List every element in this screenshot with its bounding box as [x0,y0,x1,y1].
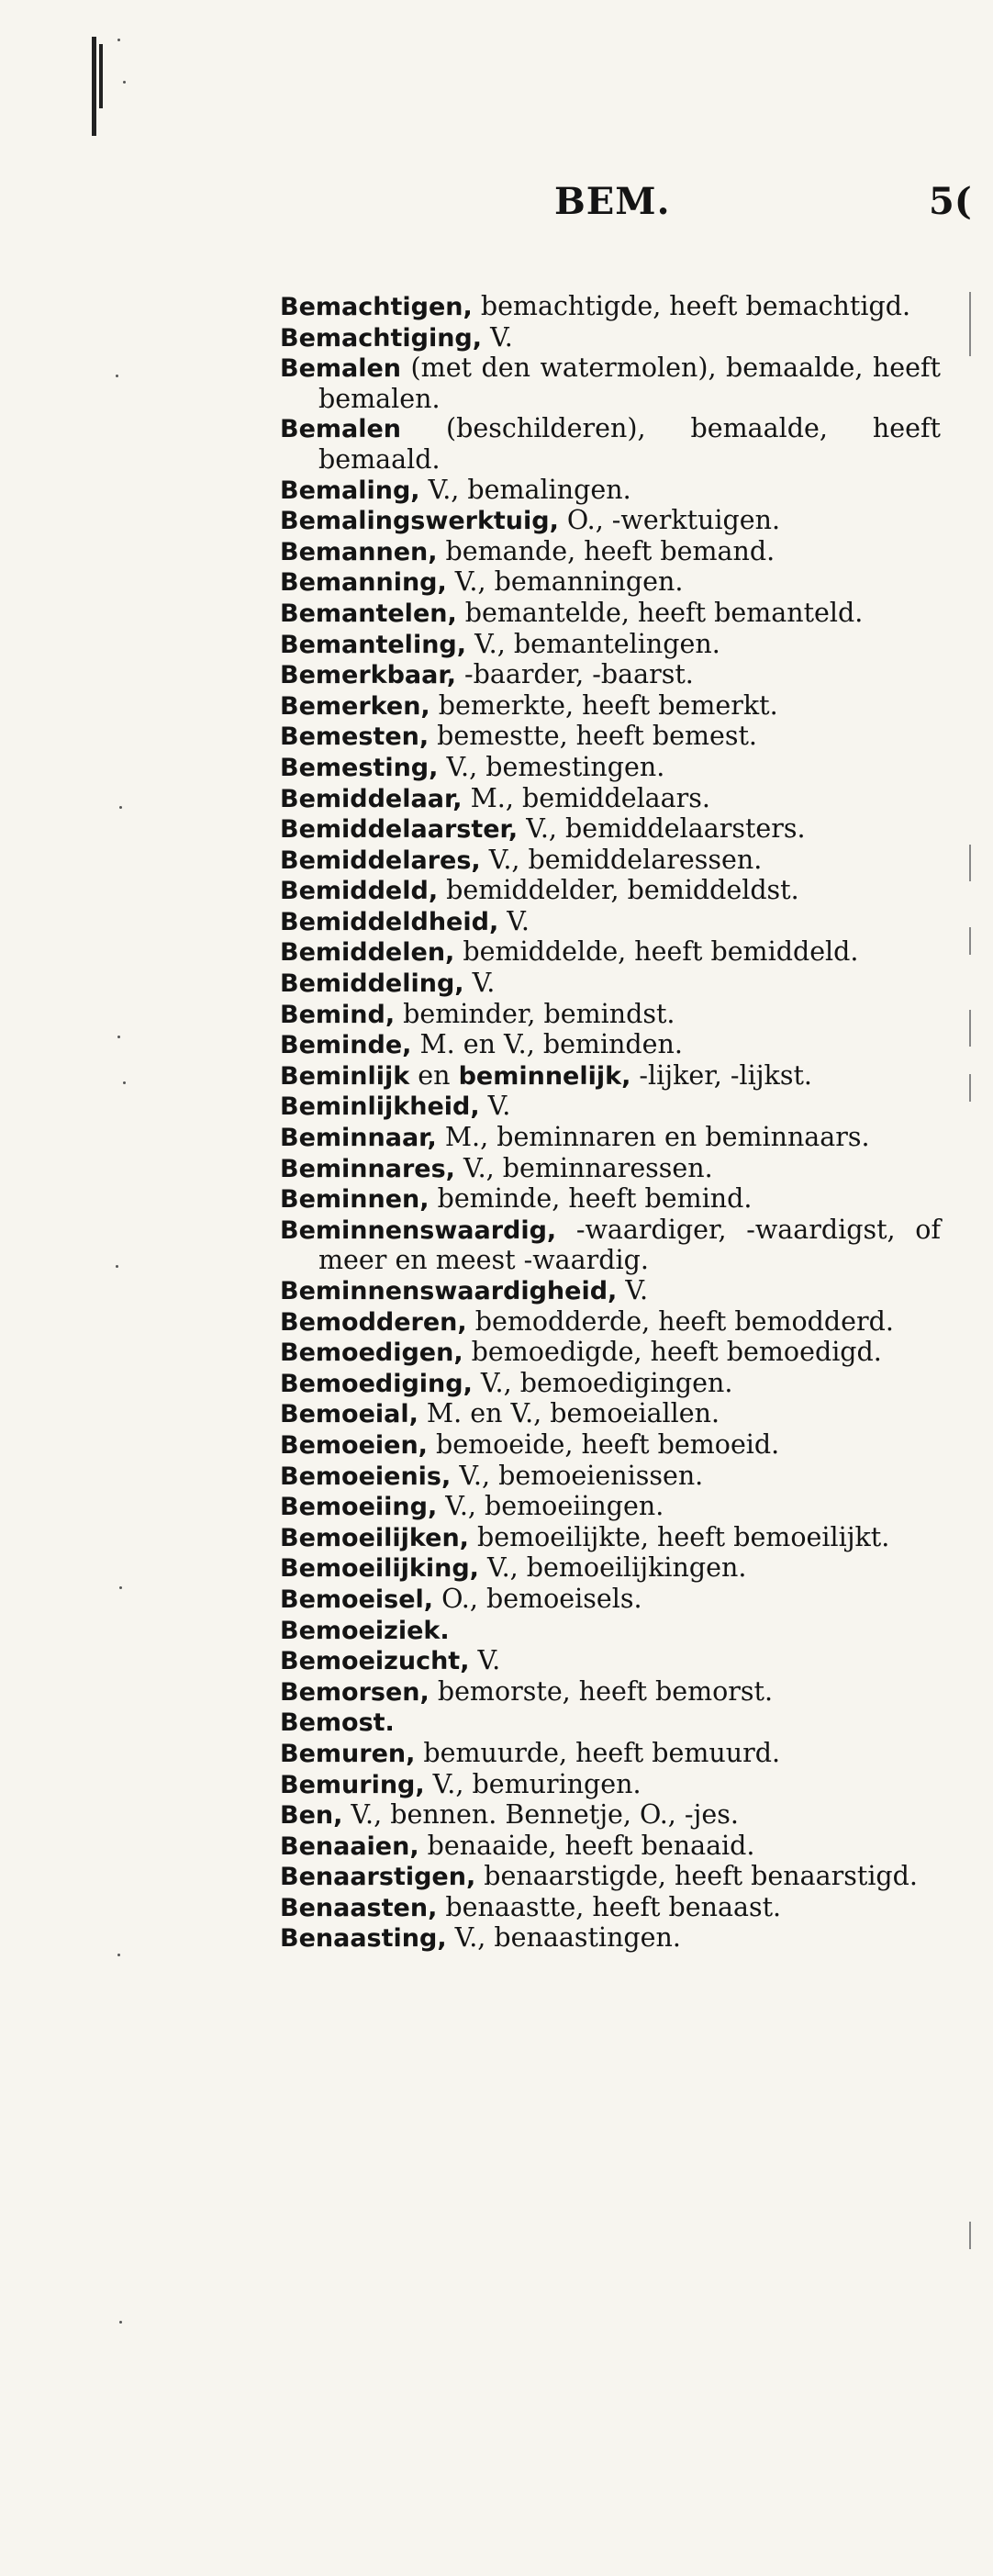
entry-headword: Bemoeienis, [280,1462,452,1491]
dictionary-entry [280,1154,941,1185]
dictionary-entry [280,1123,941,1154]
dictionary-entry [280,476,941,507]
entry-headword: Bemoeiziek. [280,1616,450,1645]
entry-definition: V., bemoeienissen. [451,1460,704,1491]
dictionary-entry [280,907,941,938]
entry-definition: M. en V., bemoeiallen. [418,1398,720,1429]
dictionary-entry [280,506,941,537]
entry-definition: M. en V., beminden. [411,1029,683,1060]
margin-rule [969,845,971,881]
margin-rule [969,2222,971,2249]
entry-definition: V., bemoedigingen. [472,1367,733,1398]
entry-definition: bemiddelder, bemiddeldst. [438,875,799,906]
entry-definition: bemerkte, heeft bemerkt. [430,689,778,721]
dictionary-entry [280,722,941,753]
entry-definition: bemorste, heeft bemorst. [429,1675,774,1707]
entry-headword: Bemoeisel, [280,1585,434,1614]
entry-definition: -waardiger, -waardigst, of meer en meest -waardig. [318,1214,941,1276]
entry-definition: bemantelde, heeft bemanteld. [456,597,864,628]
dictionary-entry [280,691,941,722]
entry-definition: V., beminnaressen. [454,1152,713,1183]
entry-headword: Beminnen, [280,1185,430,1215]
entry-definition: V. [469,1645,501,1676]
dictionary-entry [280,1276,941,1307]
margin-rule [969,927,971,955]
entry-definition: O., -werktuigen. [558,505,781,536]
entry-headword: Bemoeiing, [280,1493,438,1522]
entry-definition: bemoeilijkte, heeft bemoeilijkt. [468,1521,890,1552]
entry-headword: Bemoeilijken, [280,1523,469,1552]
entry-headword: Bemesting, [280,753,439,782]
dictionary-entry [280,1399,941,1430]
dictionary-entry [280,1307,941,1338]
entry-headword: Bemiddelen, [280,938,455,968]
dictionary-entry [280,814,941,846]
entry-definition: (met den watermolen), bemaalde, heeft bemalen. [318,353,941,414]
entry-definition: V., benaastingen. [446,1922,681,1954]
entry-definition: (beschilderen), bemaalde, heeft bemaald. [318,413,941,475]
entry-headword: Bemantelen, [280,599,457,628]
entry-definition: V. [617,1275,649,1305]
entry-headword: Beminde, [280,1031,412,1060]
entry-headword: Beminnaar, [280,1124,437,1153]
dictionary-entry [280,1646,941,1677]
dictionary-entry [280,599,941,630]
entry-definition: bemestte, heeft bemest. [429,721,757,752]
dictionary-entry [280,1770,941,1801]
entry-headword: Bemachtigen, [280,293,473,321]
entry-headword: Bemiddelaar, [280,784,463,813]
dictionary-entry [280,1061,941,1092]
entry-headword: Bemerkbaar, [280,661,456,690]
entry-headword: Beminnenswaardigheid, [280,1277,618,1305]
entry-definition: V. [479,1091,511,1122]
entry-headword: Beminlijk [280,1061,410,1091]
entry-definition: -baarder, -baarst. [455,659,694,690]
dictionary-entry [280,1184,941,1215]
dictionary-entry [280,937,941,969]
entry-headword: Bemoeilijking, [280,1554,479,1584]
dictionary-entry [280,1923,941,1954]
binding-marks [92,26,128,2504]
entry-definition: benaarstigde, heeft benaarstigd. [475,1861,918,1892]
entry-definition: V., bemuringen. [424,1768,642,1799]
dictionary-entry [280,630,941,661]
entry-definition: bemiddelde, heeft bemiddeld. [454,936,859,968]
entry-definition: beminde, heeft bemind. [429,1183,753,1215]
dictionary-entry [280,1585,941,1616]
entry-headword: Bemuren, [280,1739,416,1768]
entry-definition: O., bemoeisels. [433,1583,642,1614]
dictionary-entry [280,1553,941,1585]
entry-headword: Bemiddelaarster, [280,815,519,845]
entry-definition: bemodderde, heeft bemodderd. [466,1305,894,1337]
entry-headword: Bemalen [280,415,402,444]
entry-headword: Bemind, [280,1000,396,1029]
entry-definition: benaastte, heeft benaast. [437,1891,782,1922]
margin-rule [969,292,971,356]
dictionary-entry [280,1800,941,1831]
dictionary-entry [280,846,941,877]
dictionary-entry [280,292,941,323]
entry-definition: V. [463,968,496,999]
entry-definition: M., bemiddelaars. [462,782,710,813]
entry-headword: Bemiddeld, [280,877,439,906]
entry-headword: Bemaling, [280,476,420,505]
entry-headword: Bemalen [280,354,402,384]
dictionary-entry [280,1616,941,1647]
entry-headword: Beminnares, [280,1154,455,1183]
dictionary-entry [280,537,941,568]
entry-headword-variant: beminnelijk, [458,1061,631,1091]
entry-headword: Benaasten, [280,1893,438,1922]
dictionary-entry [280,414,941,475]
entry-headword: Bemachtiging, [280,323,483,353]
dictionary-entry [280,753,941,784]
entry-definition: V. [498,905,530,936]
dictionary-entry [280,1677,941,1708]
entry-headword: Bemesten, [280,722,430,752]
entry-headword: Bemalingswerktuig, [280,507,559,536]
entry-headword: Beminnenswaardig, [280,1215,557,1245]
dictionary-entry [280,323,941,354]
dictionary-entry [280,660,941,691]
entry-definition: V., bemiddelaarsters. [518,813,806,845]
dictionary-entry [280,969,941,1000]
entry-headword: Bemanning, [280,568,447,598]
dictionary-entry [280,1030,941,1061]
entry-headword: Benaasting, [280,1924,447,1954]
entry-headword: Bemuring, [280,1770,425,1799]
dictionary-entry [280,1092,941,1123]
entry-definition: V., bemoeilijkingen. [478,1552,747,1584]
entry-definition: V., bemalingen. [419,474,631,505]
dictionary-entry [280,1523,941,1554]
entry-headword: Bemannen, [280,537,438,566]
dictionary-entry [280,353,941,414]
page-number: 5( [929,180,972,223]
page-title: BEM. [554,180,671,223]
page-header [0,180,993,235]
dictionary-entry [280,1338,941,1369]
entry-headword: Bemanteling, [280,630,467,659]
dictionary-entry [280,784,941,815]
entry-headword: Beminlijkheid, [280,1092,480,1122]
entry-definition: benaaide, heeft benaaid. [418,1830,755,1861]
dictionary-entry [280,876,941,907]
entry-definition: bemoeide, heeft bemoeid. [427,1428,780,1460]
dictionary-entry [280,1893,941,1924]
entry-headword: Bemiddeldheid, [280,907,499,936]
entry-connector: en [409,1059,459,1091]
entry-definition: V., bemiddelaressen. [480,844,763,875]
entry-definition: bemoedigde, heeft bemoedigd. [463,1337,882,1368]
entry-definition: bemachtigde, heeft bemachtigd. [472,291,911,321]
entry-definition: V., bemestingen. [438,751,665,782]
dictionary-entry [280,567,941,599]
dictionary-entry [280,1000,941,1031]
entry-definition: V., bennen. Bennetje, O., -jes. [342,1799,739,1831]
margin-rule [969,1074,971,1102]
entry-definition: V., bemoeiingen. [437,1491,664,1522]
entry-headword: Benaaien, [280,1831,419,1861]
dictionary-entry [280,1708,941,1739]
entry-headword: Bemoedigen, [280,1338,463,1368]
margin-rule [969,1010,971,1047]
entry-headword: Bemoediging, [280,1369,473,1398]
entry-definition: V. [482,321,513,353]
dictionary-entry [280,1831,941,1863]
entry-headword: Bemodderen, [280,1307,467,1337]
entry-definition: -lijker, -lijkst. [630,1059,812,1091]
entry-headword: Bemiddeling, [280,969,464,999]
dictionary-entry [280,1215,941,1276]
entry-definition: V., bemantelingen. [466,628,720,659]
entry-definition: bemande, heeft bemand. [437,535,775,566]
dictionary-entry [280,1492,941,1523]
entry-headword: Bemiddelares, [280,846,481,875]
entry-definition: beminder, bemindst. [395,998,675,1029]
entry-headword: Bemorsen, [280,1677,430,1707]
dictionary-entry [280,1862,941,1893]
entry-definition: bemuurde, heeft bemuurd. [415,1737,781,1768]
dictionary-entry [280,1462,941,1493]
entry-headword: Bemoeial, [280,1400,418,1429]
entry-headword: Bemost. [280,1708,395,1738]
dictionary-entries [280,292,941,1954]
dictionary-entry [280,1739,941,1770]
entry-definition: V., bemanningen. [446,566,684,598]
entry-headword: Bemoeien, [280,1430,428,1460]
entry-headword: Bemerken, [280,691,430,721]
entry-definition: M., beminnaren en beminnaars. [436,1122,870,1153]
entry-headword: Bemoeizucht, [280,1647,470,1676]
dictionary-entry [280,1430,941,1462]
entry-headword: Ben, [280,1801,343,1831]
entry-headword: Benaarstigen, [280,1863,476,1892]
dictionary-entry [280,1369,941,1400]
